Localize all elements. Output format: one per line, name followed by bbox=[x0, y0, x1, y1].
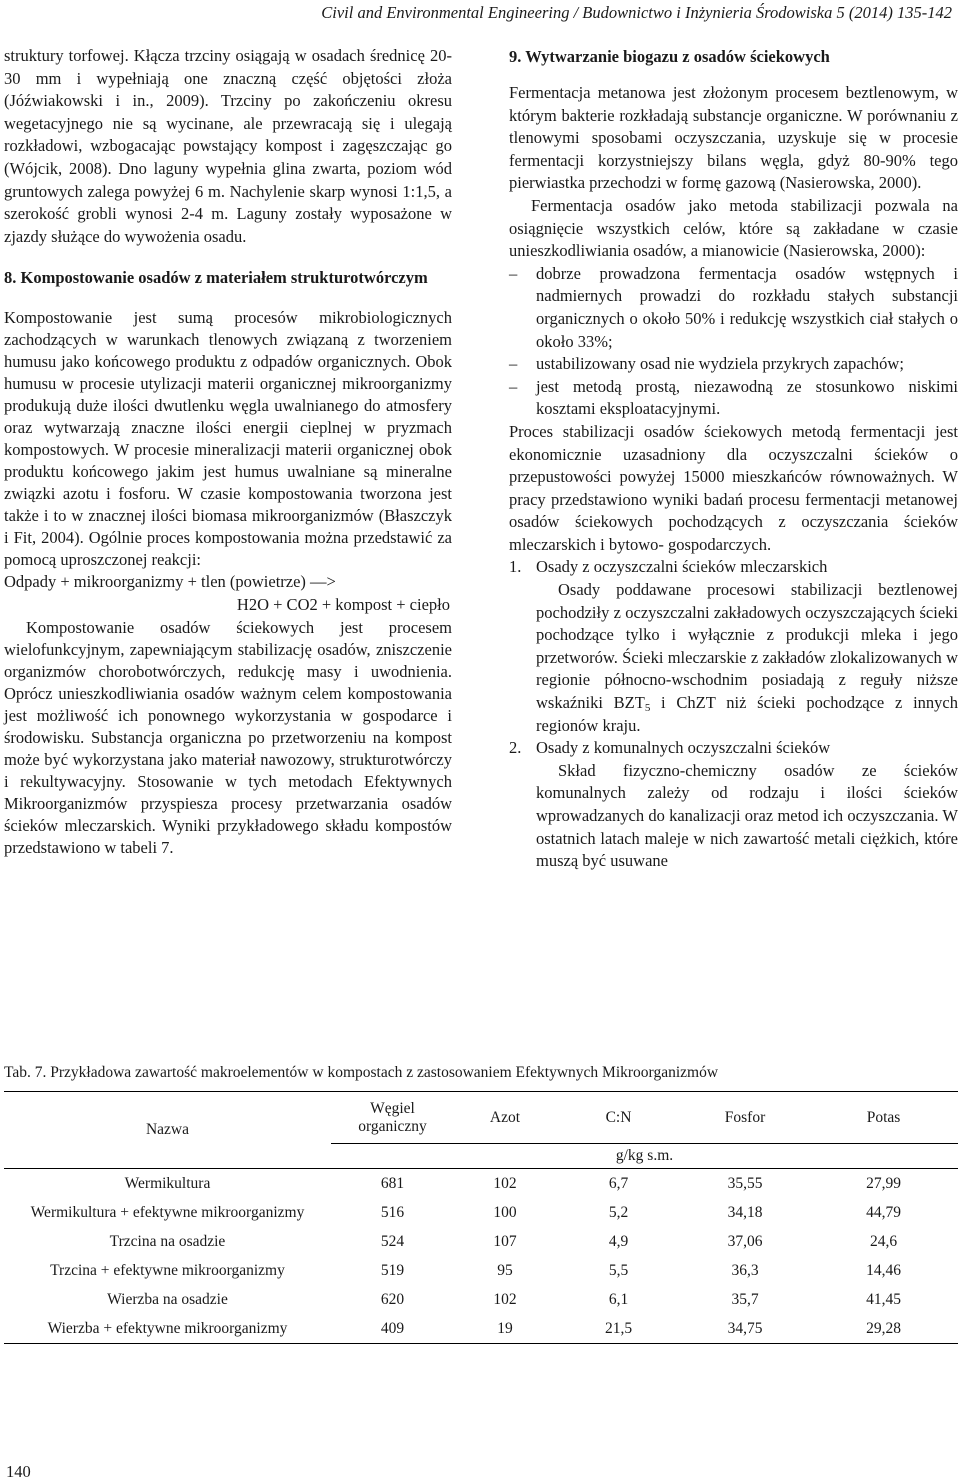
paragraph: struktury torfowej. Kłącza trzciny osiągają w osadach średnicę 20-30 mm i wypełniają one znaczną część objętości złoża (Jóźwiakowski i in., 2009). Trzciny po zakończeniu okresu wegetacyjnego nie są wycinane, ale przewracają się i ulegają rozkładowi, wzbogacając powstający kompost i zagęszczając go (Wójcik, 2008). Dno laguny wypełnia glina zwarta, poziom wód gruntowych zalega powyżej 6 m. Nachylenie skarp wynosi 1:1,5, a szerokość grobli wynosi 2-4 m. Laguny zostały wyposażone w zjazdy służące do wywożenia osadu. bbox=[4, 46, 452, 246]
item-text: Skład fizyczno-chemiczny osadów ze ścieków komunalnych zależy od rodzaju i ilości ścieków wprowadzanych do kanalizacji oraz metod ich oczyszczania. W ostatnich latach maleje w nich zawartość metali ciężkich, które muszą być usuwane bbox=[536, 760, 958, 871]
item-text: Osady poddawane procesowi stabilizacji beztlenowej pochodziły z oczyszczalni zakładowych oczyszczających ścieki pochodzące tylko i wyłącznie z produkcji mleka i jego przetworów. Ścieki mleczarskie z zakładów zlokalizowanych w regionie północno-wschodnim posiadają z reguły niższe wskaźniki $BZT_5$ i ChZT niż ścieki pochodzące z innych regionów kraju. bbox=[536, 580, 958, 735]
item-heading: Osady z komunalnych oczyszczalni ścieków bbox=[536, 738, 831, 758]
table-cell: 41,45 bbox=[866, 1290, 901, 1308]
table-cell: 681 bbox=[380, 1174, 405, 1192]
table-cell: Wermikultura bbox=[124, 1174, 211, 1192]
table-cell: Wierzba + efektywne mikroorganizmy bbox=[4, 1314, 331, 1344]
section-8-title: 8. Kompostowanie osadów z materiałem strukturotwórczym bbox=[4, 268, 428, 288]
table-row bbox=[4, 1285, 958, 1314]
table-row bbox=[4, 1227, 958, 1256]
table-cell: 5,5 bbox=[608, 1261, 629, 1279]
table-row bbox=[4, 1314, 958, 1344]
section-9-title: 9. Wytwarzanie biogazu z osadów ściekowych bbox=[509, 47, 830, 66]
paragraph: Fermentacja metanowa jest złożonym procesem beztlenowym, w którym bakterie rozkładają substancje organiczne. W porównaniu z tlenowymi sposobami oczyszczania, uzyskuje się w procesie fermentacji korzystniejszy bilans węgla, gdyż 80-90% tego pierwiastka przechodzi w formę gazową (Nasierowska, 2000). bbox=[509, 83, 958, 193]
table-cell: 34,18 bbox=[727, 1203, 763, 1221]
paragraph: Proces stabilizacji osadów ściekowych metodą fermentacji jest ekonomicznie uzasadniony dla oczyszczalni ścieków o przepustowości powyżej 15000 mieszkańców równoważnych. W pracy przedstawiono wyniki badań procesu fermentacji metanowej osadów ściekowych pochodzących z oczyszczania ścieków mleczarskich i bytowo- gospodarczych. bbox=[509, 421, 958, 554]
paragraph: Fermentacja osadów jako metoda stabilizacji pozwala na osiągnięcie wszystkich celów, które są zakładane w czasie unieszkodliwiania osadów, a mianowicie (Nasierowska, 2000): bbox=[509, 195, 958, 261]
table-cell: Trzcina + efektywne mikroorganizmy bbox=[50, 1261, 285, 1279]
table-cell: 29,28 bbox=[809, 1314, 958, 1344]
header-azot: Azot bbox=[454, 1092, 556, 1144]
table-cell: 24,6 bbox=[869, 1232, 898, 1250]
table-cell: 107 bbox=[493, 1232, 517, 1250]
table-cell: Trzcina na osadzie bbox=[109, 1232, 226, 1250]
table-row bbox=[4, 1169, 958, 1199]
right-column bbox=[509, 45, 958, 873]
paragraph: Kompostowanie osadów ściekowych jest procesem wielofunkcyjnym, zapewniającym stabilizację osadów, zniszczenie organizmów chorobotwórczych, redukcję masy i uwodnienia. Oprócz unieszkodliwiania osadów ważnym celem kompostowania jest możliwość ich ponownego wykorzystania w gospodarce i środowisku. Substancja organiczna po przetworzeniu na kompost może być wykorzystana jako materiał nawozowy, strukturotwórczy i rekultywacyjny. Stosowanie w tych metodach Efektywnych Mikroorganizmów przyspiesza procesy przetwarzania osadów ścieków mleczarskich. Wyniki przykładowego składu kompostów przedstawiono w tabeli 7. bbox=[4, 617, 452, 857]
table-cell: 102 bbox=[493, 1290, 517, 1308]
table-cell: 620 bbox=[380, 1290, 405, 1308]
paragraph: Kompostowanie jest sumą procesów mikrobiologicznych zachodzących w warunkach tlenowych związaną z tworzeniem humusu jako końcowego produktu z odpadów organicznych. Obok humusu w procesie utylizacji materii organicznej mikroorganizmy produkują duże ilości dwutlenku węgla uwalnianego do atmosfery oraz wytwarzają znaczne ilości energii cieplnej w pryzmach kompostowych. W procesie mineralizacji materii organicznej obok produktu końcowego jakim jest humus uwalniane są mineralne związki azotu i fosforu. W czasie kompostowania tworzona jest także i to w znacznej ilości biomasa mikroorganizmów (Błaszczyk i Fit, 2004). Ogólnie proces kompostowania można przedstawić za pomocą uproszczonej reakcji: bbox=[4, 308, 452, 570]
page-number: 140 bbox=[6, 1462, 31, 1481]
numbered-item-1 bbox=[509, 556, 958, 737]
table-cell: 524 bbox=[380, 1232, 405, 1250]
numbered-item-2 bbox=[509, 737, 958, 873]
bullet-list bbox=[509, 263, 958, 421]
table-caption: Tab. 7. Przykładowa zawartość makroelementów w kompostach z zastosowaniem Efektywnych Mikroorganizmów bbox=[4, 1064, 719, 1081]
left-column bbox=[4, 45, 452, 859]
table-cell: 5,2 bbox=[608, 1203, 629, 1221]
table-cell: 14,46 bbox=[866, 1261, 901, 1279]
table-cell: Wermikultura + efektywne mikroorganizmy bbox=[30, 1203, 305, 1221]
table-cell: 34,75 bbox=[681, 1314, 809, 1344]
table-cell: 36,3 bbox=[731, 1261, 759, 1279]
table-cell: 21,5 bbox=[556, 1314, 681, 1344]
table-cell: 519 bbox=[380, 1261, 405, 1279]
header-wegiel: Węgiel organiczny bbox=[331, 1092, 454, 1144]
subscript: 5 bbox=[644, 702, 651, 715]
list-item: – dobrze prowadzona fermentacja osadów wstępnych i nadmiernych prowadzi do rozkładu stałych substancji organicznych o około 50% i redukcję wszystkich ciał stałych o około 33%; bbox=[509, 263, 958, 353]
table-row bbox=[4, 1256, 958, 1285]
table-cell: 4,9 bbox=[608, 1232, 629, 1250]
table-cell: Wierzba na osadzie bbox=[107, 1290, 228, 1308]
reaction-line-1: Odpady + mikroorganizmy + tlen (powietrze) —> bbox=[4, 572, 336, 592]
table-cell: 44,79 bbox=[866, 1203, 901, 1221]
list-item: – ustabilizowany osad nie wydziela przykrych zapachów; bbox=[509, 353, 958, 376]
table-cell: 100 bbox=[493, 1203, 517, 1221]
table-cell: 6,7 bbox=[608, 1174, 629, 1192]
item-number: 1. bbox=[509, 557, 522, 577]
table-cell: 409 bbox=[331, 1314, 454, 1344]
list-item: – jest metodą prostą, niezawodną ze stosunkowo niskimi kosztami eksploatacyjnymi. bbox=[509, 376, 958, 421]
compost-table bbox=[4, 1091, 958, 1344]
header-cn: C:N bbox=[556, 1092, 681, 1144]
table-cell: 102 bbox=[493, 1174, 517, 1192]
journal-header: Civil and Environmental Engineering / Budownictwo i Inżynieria Środowiska 5 (2014) 135-142 bbox=[321, 3, 952, 22]
table-cell: 19 bbox=[454, 1314, 556, 1344]
header-unit: g/kg s.m. bbox=[331, 1144, 958, 1169]
header-potas: Potas bbox=[809, 1092, 958, 1144]
table-cell: 27,99 bbox=[866, 1174, 901, 1192]
item-heading: Osady z oczyszczalni ścieków mleczarskich bbox=[536, 557, 828, 577]
table-cell: 35,7 bbox=[731, 1290, 759, 1308]
table-cell: 516 bbox=[380, 1203, 405, 1221]
table-row bbox=[4, 1198, 958, 1227]
table-cell: 95 bbox=[497, 1261, 513, 1279]
reaction-line-2: H2O + CO2 + kompost + ciepło bbox=[236, 594, 450, 614]
table-cell: 37,06 bbox=[727, 1232, 763, 1250]
header-nazwa: Nazwa bbox=[4, 1092, 331, 1169]
header-fosfor: Fosfor bbox=[681, 1092, 809, 1144]
table-cell: 6,1 bbox=[608, 1290, 629, 1308]
table-cell: 35,55 bbox=[727, 1174, 763, 1192]
item-number: 2. bbox=[509, 738, 522, 758]
